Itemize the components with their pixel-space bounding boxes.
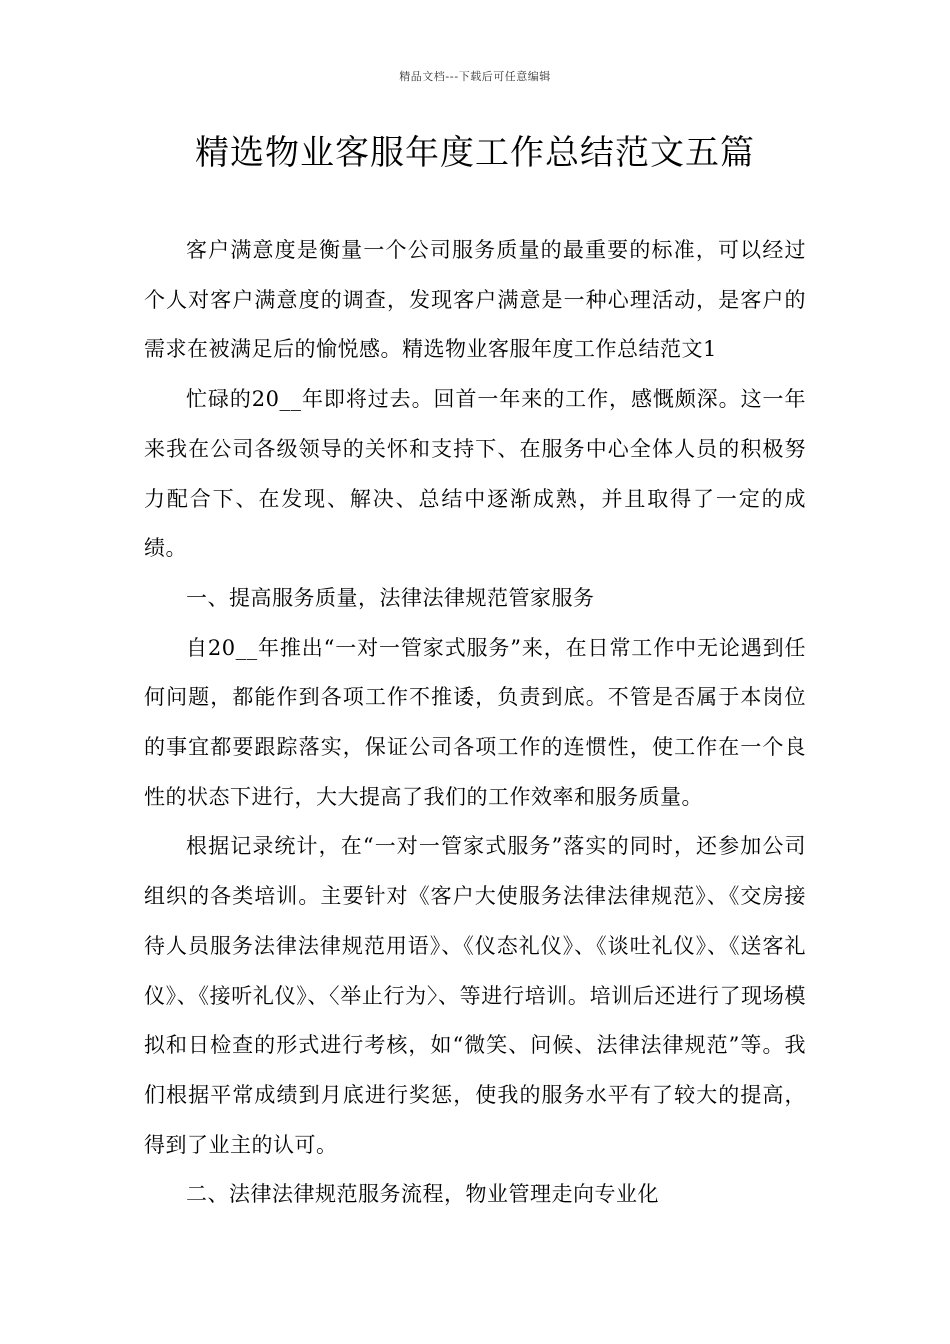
- paragraph: 忙碌的20__年即将过去。回首一年来的工作，感慨颇深。这一年来我在公司各级领导的关怀和支持下、在服务中心全体人员的积极努力配合下、在发现、解决、总结中逐渐成熟，并且取得了一定的成绩。: [144, 387, 806, 561]
- document-title: 精选物业客服年度工作总结范文五篇: [195, 133, 755, 173]
- paragraph: 客户满意度是衡量一个公司服务质量的最重要的标准，可以经过个人对客户满意度的调查，发现客户满意是一种心理活动，是客户的需求在被满足后的愉悦感。精选物业客服年度工作总结范文1: [144, 238, 806, 362]
- paragraph: 根据记录统计，在“一对一管家式服务”落实的同时，还参加公司组织的各类培训。主要针对《客户大使服务法律法律规范》、《交房接待人员服务法律法律规范用语》、《仪态礼仪》、《谈吐礼仪》、《送客礼仪》、《接听礼仪》、〈举止行为〉、等进行培训。培训后还进行了现场模拟和日检查的形式进行考核，如“微笑、问候、法律法律规范”等。我们根据平常成绩到月底进行奖惩，使我的服务水平有了较大的提高，得到了业主的认可。: [144, 834, 806, 1157]
- section-heading: 二、法律法律规范服务流程，物业管理走向专业化: [186, 1182, 659, 1207]
- section-heading: 一、提高服务质量，法律法律规范管家服务: [186, 585, 595, 610]
- header-note: 精品文档---下载后可任意编辑: [399, 70, 551, 83]
- document-body: [144, 226, 806, 1220]
- paragraph: 自20__年推出“一对一管家式服务”来，在日常工作中无论遇到任何问题，都能作到各项工作不推诿，负责到底。不管是否属于本岗位的事宜都要跟踪落实，保证公司各项工作的连惯性，使工作在一个良性的状态下进行，大大提高了我们的工作效率和服务质量。: [144, 635, 806, 809]
